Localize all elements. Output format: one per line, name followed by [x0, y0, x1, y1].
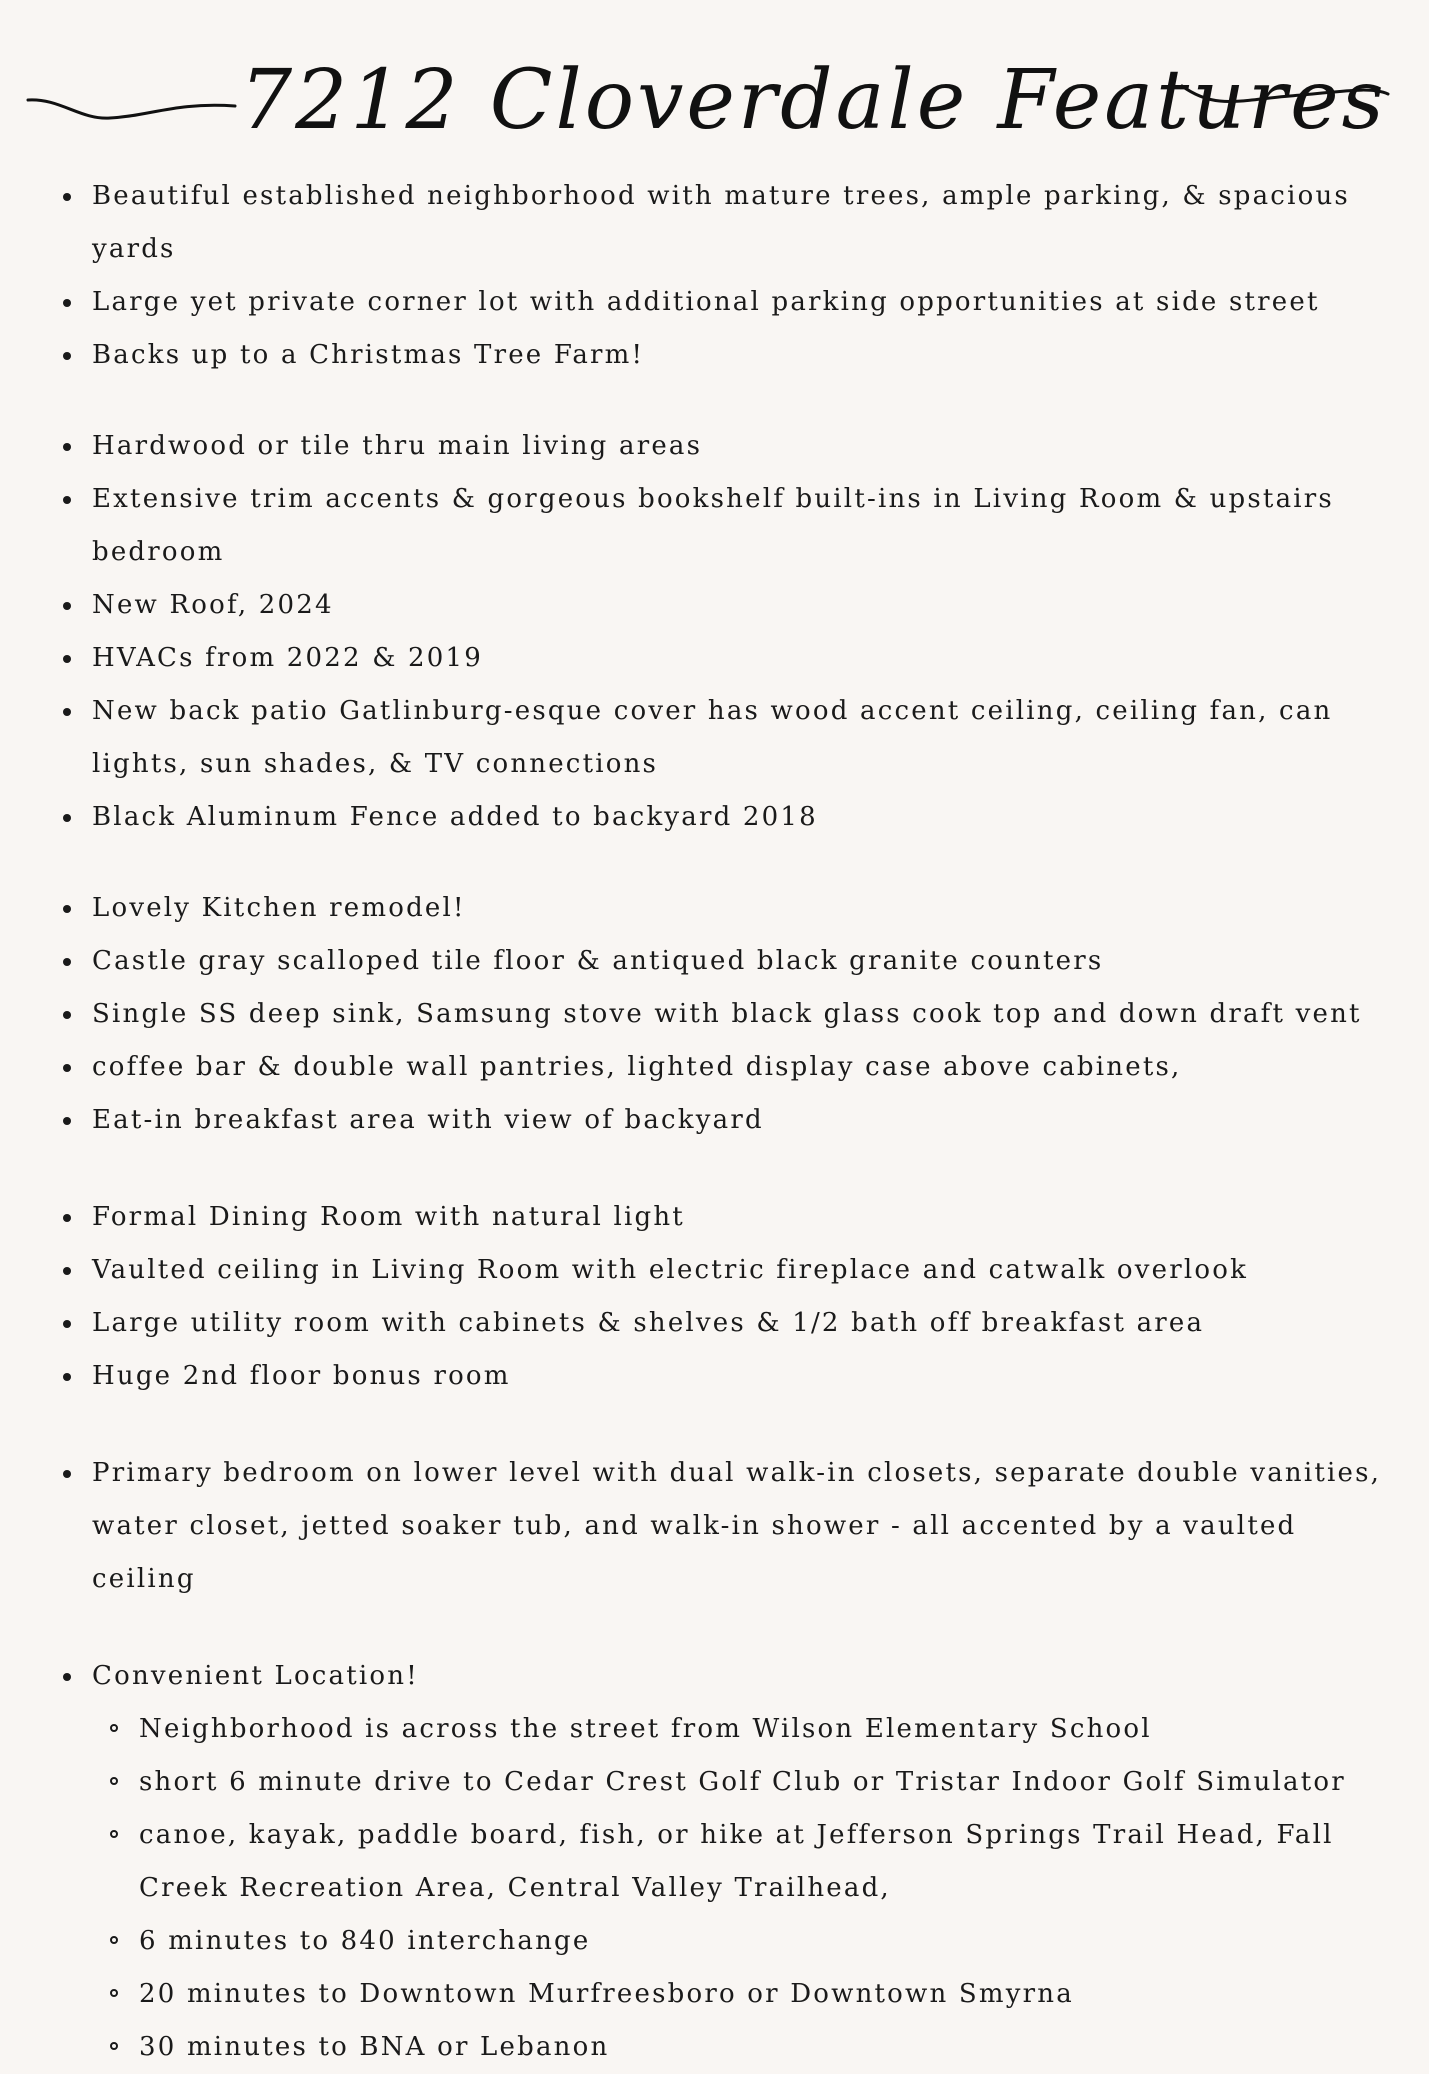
sub-list-item: canoe, kayak, paddle board, fish, or hike at Jefferson Springs Trail Head, Fall Creek Recreation Area, Central Valley Trailhead,	[0, 1809, 1429, 1915]
list-item: Backs up to a Christmas Tree Farm!	[0, 329, 1429, 382]
list-item: Single SS deep sink, Samsung stove with black glass cook top and down draft vent	[0, 988, 1429, 1041]
list-item: Beautiful established neighborhood with mature trees, ample parking, & spacious yards	[0, 170, 1429, 276]
list-item: Primary bedroom on lower level with dual walk-in closets, separate double vanities, water closet, jetted soaker tub, and walk-in shower - all accented by a vaulted ceiling	[0, 1447, 1429, 1606]
features-content	[0, 170, 1429, 2074]
list-item: New Roof, 2024	[0, 579, 1429, 632]
header	[0, 28, 1429, 178]
sub-list-item: 6 minutes to 840 interchange	[0, 1915, 1429, 1968]
flourish-left	[28, 100, 235, 118]
list-item: Hardwood or tile thru main living areas	[0, 420, 1429, 473]
list-item: Lovely Kitchen remodel!	[0, 882, 1429, 935]
list-item: Formal Dining Room with natural light	[0, 1191, 1429, 1244]
list-item: New back patio Gatlinburg-esque cover has wood accent ceiling, ceiling fan, can lights, sun shades, & TV connections	[0, 685, 1429, 791]
list-item: Castle gray scalloped tile floor & antiqued black granite counters	[0, 935, 1429, 988]
list-item: Extensive trim accents & gorgeous bookshelf built-ins in Living Room & upstairs bedroom	[0, 473, 1429, 579]
list-item: Eat-in breakfast area with view of backyard	[0, 1094, 1429, 1147]
sub-list-item: short 6 minute drive to Cedar Crest Golf Club or Tristar Indoor Golf Simulator	[0, 1756, 1429, 1809]
list-item: Black Aluminum Fence added to backyard 2018	[0, 791, 1429, 844]
list-item: Vaulted ceiling in Living Room with electric fireplace and catwalk overlook	[0, 1244, 1429, 1297]
list-item: coffee bar & double wall pantries, lighted display case above cabinets,	[0, 1041, 1429, 1094]
list-item: Huge 2nd floor bonus room	[0, 1350, 1429, 1403]
page-title: 7212 Cloverdale Features	[240, 53, 1387, 148]
list-item: Large utility room with cabinets & shelves & 1/2 bath off breakfast area	[0, 1297, 1429, 1350]
features-list	[0, 170, 1429, 2074]
sub-list-item: Neighborhood is across the street from Wilson Elementary School	[0, 1703, 1429, 1756]
list-item: Convenient Location!	[0, 1650, 1429, 1703]
list-item: Large yet private corner lot with additional parking opportunities at side street	[0, 276, 1429, 329]
sub-list-item: 20 minutes to Downtown Murfreesboro or Downtown Smyrna	[0, 1968, 1429, 2021]
sub-list-item: 30 minutes to BNA or Lebanon	[0, 2021, 1429, 2074]
list-item: HVACs from 2022 & 2019	[0, 632, 1429, 685]
